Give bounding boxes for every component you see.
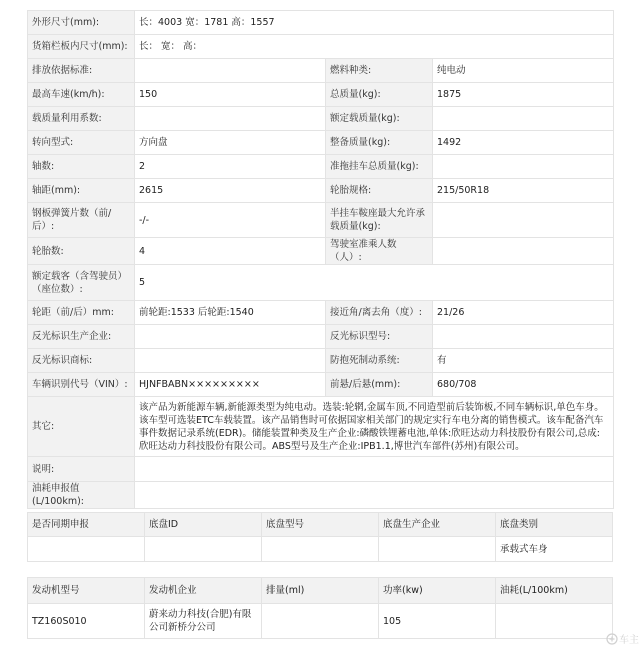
chassis-header-cell: 底盘类别 [496, 513, 613, 537]
fuel-label: 油耗申报值(L/100km): [28, 482, 135, 509]
engine-company-cell: 蔚来动力科技(合肥)有限公司新桥分公司 [145, 604, 262, 639]
watermark-text: 车主 [619, 635, 639, 646]
engine-header-row [28, 578, 613, 604]
spec-value: 长：4003 宽：1781 高：1557 [135, 11, 614, 35]
spec-value: 1492 [433, 131, 614, 155]
spec-row [28, 59, 614, 83]
chassis-header-cell: 是否同期申报 [28, 513, 145, 537]
chassis-header-row [28, 513, 613, 537]
spec-label: 载质量利用系数: [28, 107, 135, 131]
watermark-logo [606, 632, 639, 646]
chassis-value-cell [262, 537, 379, 562]
spec-value: 有 [433, 349, 614, 373]
spec-value: 215/50R18 [433, 179, 614, 203]
spec-row [28, 325, 614, 349]
spec-label: 整备质量(kg): [326, 131, 433, 155]
spec-label: 货箱栏板内尺寸(mm): [28, 35, 135, 59]
spec-label: 轴距(mm): [28, 179, 135, 203]
engine-header-cell: 功率(kw) [379, 578, 496, 604]
spec-row [28, 35, 614, 59]
spec-row [28, 349, 614, 373]
spec-label: 反光标识生产企业: [28, 325, 135, 349]
spec-row [28, 301, 614, 325]
spec-label: 前悬/后悬(mm): [326, 373, 433, 397]
watermark-icon [606, 632, 639, 646]
spec-value: 4 [135, 238, 326, 265]
spec-label: 轮胎数: [28, 238, 135, 265]
other-label: 其它: [28, 397, 135, 457]
engine-fuel-cell [496, 604, 613, 639]
chassis-value-cell [28, 537, 145, 562]
spec-row-note [28, 457, 614, 482]
engine-table [27, 577, 613, 639]
spec-row-other [28, 397, 614, 457]
note-value [135, 457, 614, 482]
chassis-header-cell: 底盘型号 [262, 513, 379, 537]
spec-label: 外形尺寸(mm): [28, 11, 135, 35]
chassis-header-cell: 底盘ID [145, 513, 262, 537]
spec-label: 钢板弹簧片数（前/后）: [28, 203, 135, 238]
spec-label: 额定载质量(kg): [326, 107, 433, 131]
spec-value: 长： 宽： 高： [135, 35, 614, 59]
spec-label: 反光标识商标: [28, 349, 135, 373]
chassis-table [27, 512, 613, 562]
spec-value: 680/708 [433, 373, 614, 397]
spec-label: 轮胎规格: [326, 179, 433, 203]
spec-label: 驾驶室准乘人数（人）: [326, 238, 433, 265]
vehicle-spec-table [27, 10, 614, 509]
spec-value: 前轮距:1533 后轮距:1540 [135, 301, 326, 325]
spec-value [433, 155, 614, 179]
spec-label: 车辆识别代号（VIN）: [28, 373, 135, 397]
spec-row-fuel [28, 482, 614, 509]
spec-value: 纯电动 [433, 59, 614, 83]
spec-row [28, 373, 614, 397]
chassis-value-cell: 承载式车身 [496, 537, 613, 562]
spec-label: 排放依据标准: [28, 59, 135, 83]
engine-header-cell: 油耗(L/100km) [496, 578, 613, 604]
spec-value [135, 325, 326, 349]
spec-value [433, 238, 614, 265]
spec-row [28, 179, 614, 203]
spec-value: 2615 [135, 179, 326, 203]
spec-label: 半挂车鞍座最大允许承载质量(kg): [326, 203, 433, 238]
spec-label: 反光标识型号: [326, 325, 433, 349]
spec-value [135, 59, 326, 83]
chassis-value-cell [379, 537, 496, 562]
engine-header-cell: 排量(ml) [262, 578, 379, 604]
spec-value [433, 325, 614, 349]
engine-header-cell: 发动机型号 [28, 578, 145, 604]
spec-value: HJNFBABN××××××××× [135, 373, 326, 397]
other-value [135, 397, 614, 457]
engine-header-cell: 发动机企业 [145, 578, 262, 604]
spec-value: 5 [135, 265, 614, 301]
spec-row [28, 265, 614, 301]
fuel-value [135, 482, 614, 509]
spec-label: 接近角/离去角（度）: [326, 301, 433, 325]
spec-value [135, 107, 326, 131]
spec-value: 方向盘 [135, 131, 326, 155]
spec-label: 最高车速(km/h): [28, 83, 135, 107]
engine-displacement-cell [262, 604, 379, 639]
spec-value: 150 [135, 83, 326, 107]
spec-label: 额定载客（含驾驶员）（座位数）: [28, 265, 135, 301]
spec-row [28, 83, 614, 107]
spec-label: 轮距（前/后）mm: [28, 301, 135, 325]
note-label: 说明: [28, 457, 135, 482]
spec-label: 防抱死制动系统: [326, 349, 433, 373]
spec-row [28, 11, 614, 35]
other-text: 该产品为新能源车辆,新能源类型为纯电动。选装:轮辋,金属车顶,不同造型前后装饰板,不同车辆标识,单色车身。该车型可选装ETC车载装置。该产品销售时可依据国家相关部门的规定实行车电分离的销售模式。该车配备汽车事件数据记录系统(EDR)。储能装置种类及生产企业:磷酸铁锂蓄电池,单体:欣旺达动力科技股份有限公司,总成:欣旺达动力科技股份有限公司。ABS型号及生产企业:IPB1.1,博世汽车部件(苏州)有限公司。 [139, 401, 604, 452]
engine-model-cell: TZ160S010 [28, 604, 145, 639]
chassis-value-cell [145, 537, 262, 562]
spec-label: 转向型式: [28, 131, 135, 155]
spec-row [28, 131, 614, 155]
spec-label: 准拖挂车总质量(kg): [326, 155, 433, 179]
spec-label: 轴数: [28, 155, 135, 179]
spec-value: 21/26 [433, 301, 614, 325]
spec-row [28, 155, 614, 179]
chassis-value-row [28, 537, 613, 562]
spec-value: 2 [135, 155, 326, 179]
spec-value [433, 203, 614, 238]
spec-label: 燃料种类: [326, 59, 433, 83]
spec-row [28, 107, 614, 131]
spec-row [28, 203, 614, 238]
spec-value: -/- [135, 203, 326, 238]
spec-value: 1875 [433, 83, 614, 107]
spec-row [28, 238, 614, 265]
spec-value [135, 349, 326, 373]
engine-value-row [28, 604, 613, 639]
engine-power-cell: 105 [379, 604, 496, 639]
spec-label: 总质量(kg): [326, 83, 433, 107]
spec-value [433, 107, 614, 131]
chassis-header-cell: 底盘生产企业 [379, 513, 496, 537]
